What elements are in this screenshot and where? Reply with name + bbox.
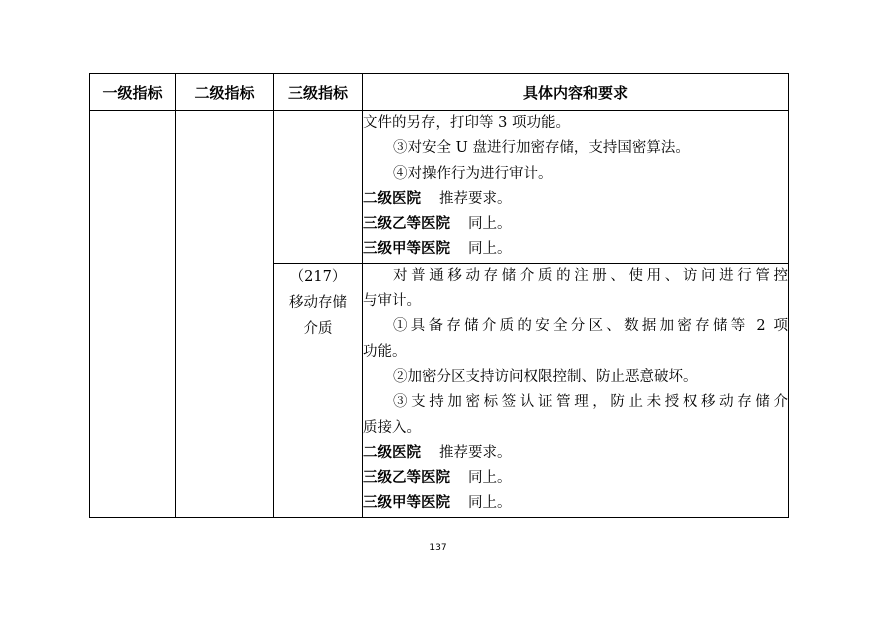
requirement-text: 同上。 [468,470,512,487]
index-number: （217） [289,268,347,285]
level1-cell [90,111,176,518]
requirement-line [363,491,788,516]
requirements-table [89,73,789,518]
requirement-line [363,212,788,237]
hospital-level-label: 三级乙等医院 [363,216,450,233]
requirement-line [363,441,788,466]
requirement-text: 推荐要求。 [439,444,512,461]
content-line: 与审计。 [363,293,421,310]
hospital-level-label: 三级乙等医院 [363,470,450,487]
requirement-text: 推荐要求。 [439,190,512,207]
content-line: 功能。 [363,343,407,360]
requirement-line [363,466,788,491]
content-line: 文件的另存，打印等 3 项功能。 [363,115,570,131]
content-line: ④对操作行为进行审计。 [393,165,553,182]
index-name: 移动存储 [289,295,347,312]
header-level2-indicator: 二级指标 [176,74,274,111]
requirement-line [363,187,788,212]
level3-cell [274,111,363,264]
hospital-level-label: 二级医院 [363,444,421,461]
requirement-text: 同上。 [468,216,512,233]
hospital-level-label: 三级甲等医院 [363,495,450,512]
content-cell [363,263,789,517]
content-line: 质接入。 [363,419,421,436]
hospital-level-label: 二级医院 [363,190,421,207]
content-line: ①具备存储介质的安全分区、数据加密存储等 2 项 [393,318,788,335]
content-cell [363,111,789,264]
hospital-level-label: 三级甲等医院 [363,241,450,258]
content-line: ③对安全 U 盘进行加密存储，支持国密算法。 [393,140,690,157]
requirement-text: 同上。 [468,241,512,258]
content-line: 对普通移动存储介质的注册、使用、访问进行管控 [393,267,788,284]
header-level3-indicator: 三级指标 [274,74,363,111]
header-level1-indicator: 一级指标 [90,74,176,111]
level2-cell [176,111,274,518]
table-row [90,111,789,264]
content-line: ③支持加密标签认证管理，防止未授权移动存储介 [393,394,788,411]
header-content-requirements: 具体内容和要求 [363,74,789,111]
content-line: ②加密分区支持访问权限控制、防止恶意破坏。 [393,368,698,385]
page-number: 137 [429,543,447,553]
index-name: 介质 [303,321,333,338]
requirement-text: 同上。 [468,495,512,512]
table-header-row [90,74,789,111]
level3-cell [274,263,363,517]
requirement-line [363,237,788,262]
